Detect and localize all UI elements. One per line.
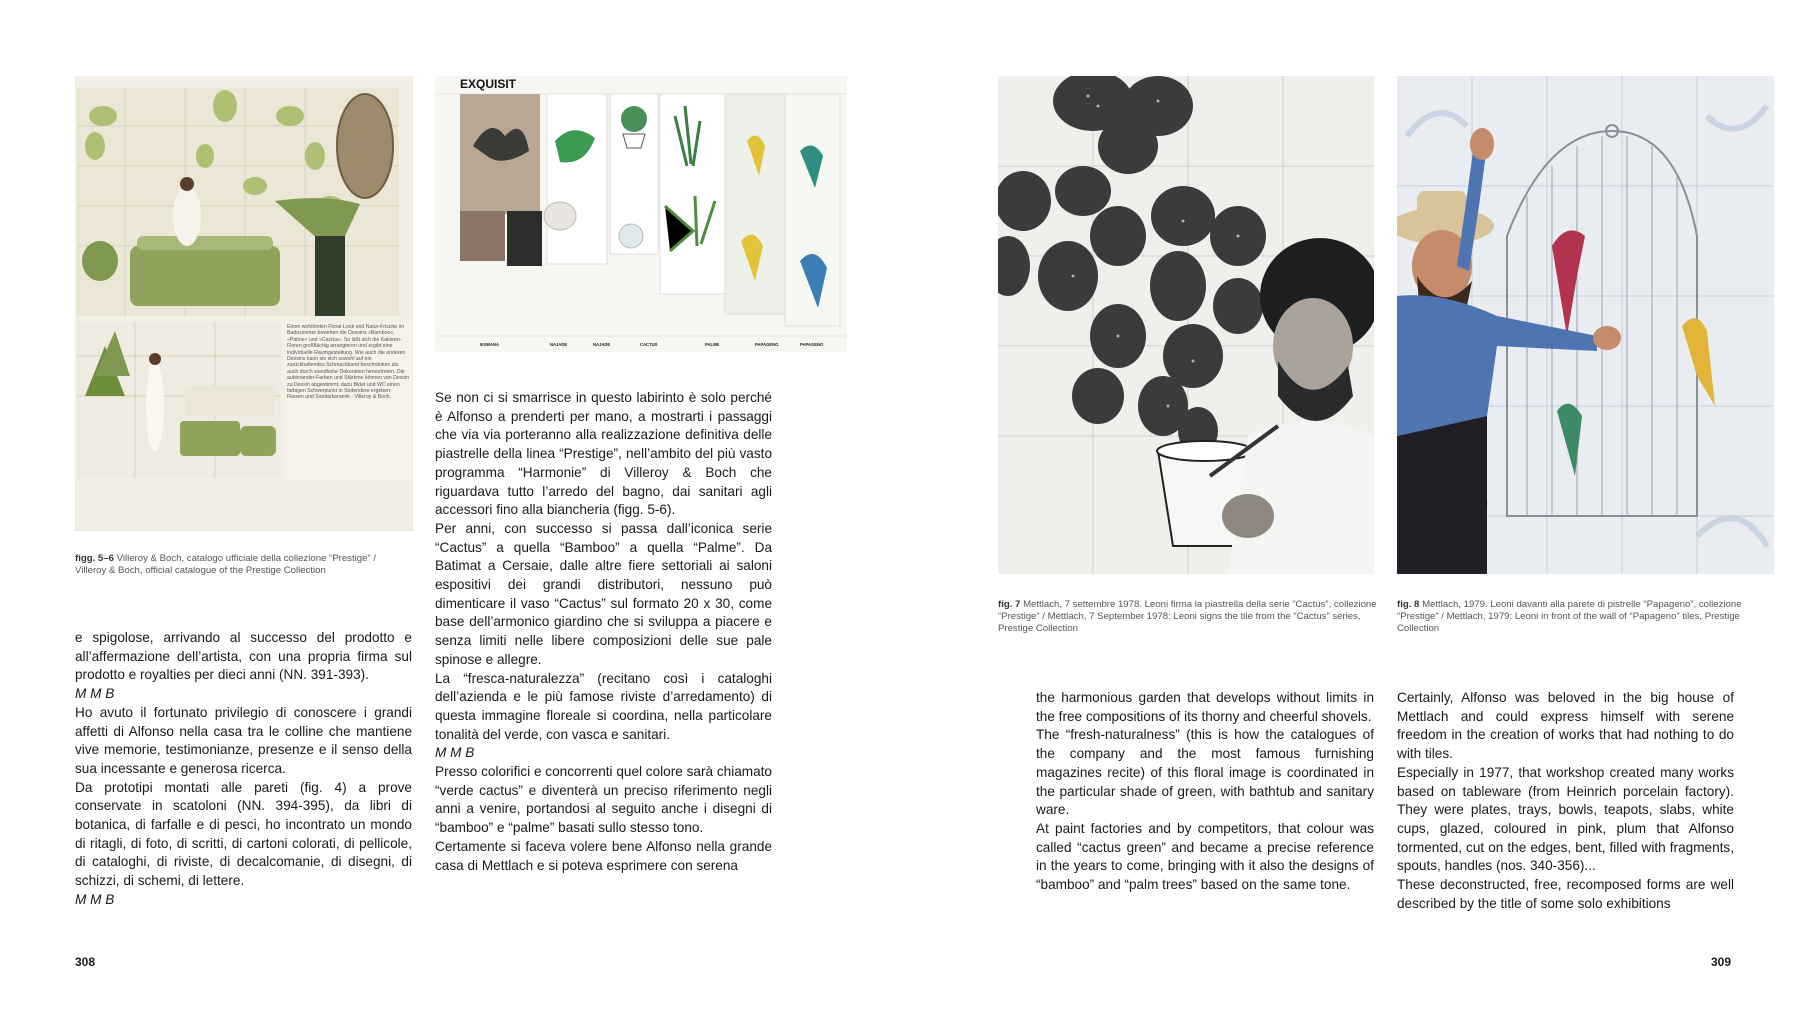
paragraph: Presso colorifici e concorrenti quel colore sarà chiamato “verde cactus” e diventerà un preciso riferimento negli anni a venire, portandosi al seguito anche i disegni di “bamboo” e “palme” basati sullo stesso tono. — [435, 764, 772, 836]
caption-fig-8-text: Mettlach, 1979. Leoni davanti alla parete di pistrelle “Papageno”, collezione “Prestige” / Mettlach, 1979: Leoni in front of the wall of “Papageno” tiles, Prestige Collection — [1397, 599, 1742, 634]
catalog-inset-text: Einen wohltönten Floral-Look und Natur-Frische im Badezimmer bewirken die Dessins »Bamboo«, »Palme« und »Cactus«. So läßt sich die Kakteen-Floren großflächig arrangieren und ergibt eine individuelle Raumgestaltung. Wie auch die anderen Dessins kann sie sich sowohl auf ein zurückhaltendes Schmuckband beschränken als auch durch wandhohe Dekoration hervortreten. Die aufeinander-Farben und Stärkme können von Dessin zu Dessin abgestimmt, dazu Bidet und WC einen farbigen Schwerpunkt in Sodendere ergeben: Fliesen und Sanitärkeramik - Villeroy & Boch. — [287, 324, 409, 401]
author-initials: M M B — [435, 745, 475, 761]
page-number-left: 308 — [75, 955, 96, 969]
exquisit-label-papageno-2: PAPAGENO — [800, 342, 824, 347]
fig8-photo-leoni-papageno-wall — [1397, 76, 1774, 574]
paragraph: Certainly, Alfonso was beloved in the big house of Mettlach and could express himself with serene freedom in the creation of works that had nothing to do with tiles. — [1397, 690, 1734, 762]
left-text-column-2 — [435, 389, 772, 875]
catalog-page-image — [75, 76, 413, 531]
fig7-photo-leoni-signing — [998, 76, 1374, 574]
paragraph: e spigolose, arrivando al successo del prodotto e all’affermazione dell’artista, con una propria firma sul prodotto e royalties per dieci anni (NN. 391-393). — [75, 630, 412, 683]
caption-fig-7-label: fig. 7 — [998, 599, 1021, 610]
paragraph: At paint factories and by competitors, that colour was called “cactus green” and became a precise reference in the years to come, bringing with it also the designs of “bamboo” and “palm trees” based on the same tone. — [1036, 820, 1374, 893]
paragraph: the harmonious garden that develops without limits in the free compositions of its thorny and cheerful shovels. — [1036, 690, 1374, 724]
left-text-column-1 — [75, 629, 412, 910]
paragraph: Se non ci si smarrisce in questo labirinto è solo perché è Alfonso a prenderti per mano, a mostrarti i passaggi che via via porteranno alla realizzazione definitiva delle piastrelle della linea “Prestige”, nell’ambito del più vasto programma “Harmonie” di Villeroy & Boch che riguardava tutto l’arredo del bagno, dai sanitari agli accessori fino alla biancheria (figg. 5-6). — [435, 390, 772, 518]
exquisit-label-najade: NAJADE — [550, 342, 568, 347]
exquisit-label-palme: PALME — [705, 342, 720, 347]
caption-figg-5-6-label: figg. 5–6 — [75, 553, 114, 564]
page-number-right: 309 — [1711, 955, 1732, 969]
right-text-column-1 — [1036, 689, 1374, 895]
right-text-column-2 — [1397, 689, 1734, 913]
author-initials: M M B — [75, 686, 115, 702]
caption-fig-8 — [1397, 599, 1777, 635]
exquisit-label-ikebana: IKEBANA — [480, 342, 500, 347]
paragraph: Ho avuto il fortunato privilegio di conoscere i grandi affetti di Alfonso nella casa tra le colline che mantiene vive memorie, testimonianze, presenze e il senso della sua incessante e generosa ricerca. — [75, 704, 412, 776]
caption-fig-7 — [998, 599, 1378, 635]
exquisit-label-papageno: PAPAGENO — [755, 342, 779, 347]
caption-fig-8-label: fig. 8 — [1397, 599, 1420, 610]
paragraph: The “fresh-naturalness” (this is how the catalogues of the company and the most famous furnishing magazines recite) of this floral image is coordinated in the particular shade of green, with bathtub and sanitary ware. — [1036, 727, 1374, 818]
paragraph: Especially in 1977, that workshop created many works based on tableware (from Heinrich porcelain factory). They were plates, trays, bowls, teapots, slabs, white cups, glazed, coloured in pink, plum that Alfonso tormented, cut on the edges, bent, filled with fragments, spouts, handles (nos. 340-356)... — [1397, 764, 1734, 874]
paragraph: Per anni, con successo si passa dall’iconica serie “Cactus” a quella “Bamboo” a quella “Palme”. Da Batimat a Cersaie, dalle altre fiere settoriali ai saloni espositivi dei grandi distributori, nessuno può dimenticare il vaso “Cactus” sul formato 20 x 30, come base dell’armonico giardino che si sviluppa a piacere e senza limiti nelle libere composizioni delle sue pale spinose e allegre. — [435, 520, 772, 667]
paragraph: Certamente si faceva volere bene Alfonso nella grande casa di Mettlach e si poteva esprimere con serena — [435, 838, 772, 873]
caption-figg-5-6-text: Villeroy & Boch, catalogo ufficiale della collezione “Prestige” / Villeroy & Boch, official catalogue of the Prestige Collection — [75, 553, 376, 576]
paragraph: La “fresca-naturalezza” (recitano così i cataloghi dell’azienda e le più famose riviste d’arredamento) di questa immagine floreale si coordina, nella particolare tonalità del verde, con vasca e sanitari. — [435, 670, 772, 742]
exquisit-label-cactus: CACTUS — [640, 342, 658, 347]
author-initials: M M B — [75, 891, 115, 907]
exquisit-catalog-image — [435, 76, 847, 352]
paragraph: Da prototipi montati alle pareti (fig. 4) a prove conservate in scatoloni (NN. 394-395), da libri di botanica, di farfalle e di pesci, ho incontrato un mondo di ritagli, di foto, di scritti, di cartoni colorati, di pellicole, di cataloghi, di riviste, di decalcomanie, di disegni, di schizzi, di schemi, di lettere. — [75, 779, 412, 889]
exquisit-title: EXQUISIT — [460, 77, 517, 91]
caption-figg-5-6 — [75, 553, 385, 577]
exquisit-label-najade-2: NAJADE — [593, 342, 611, 347]
caption-fig-7-text: Mettlach, 7 settembre 1978. Leoni firma la piastrella della serie “Cactus”, collezione “Prestige” / Mettlach, 7 September 1978: Leoni signs the tile from the “Cactus” series, Prestige Collection — [998, 599, 1377, 634]
paragraph: These deconstructed, free, recomposed forms are well described by the title of some solo exhibitions — [1397, 877, 1734, 911]
